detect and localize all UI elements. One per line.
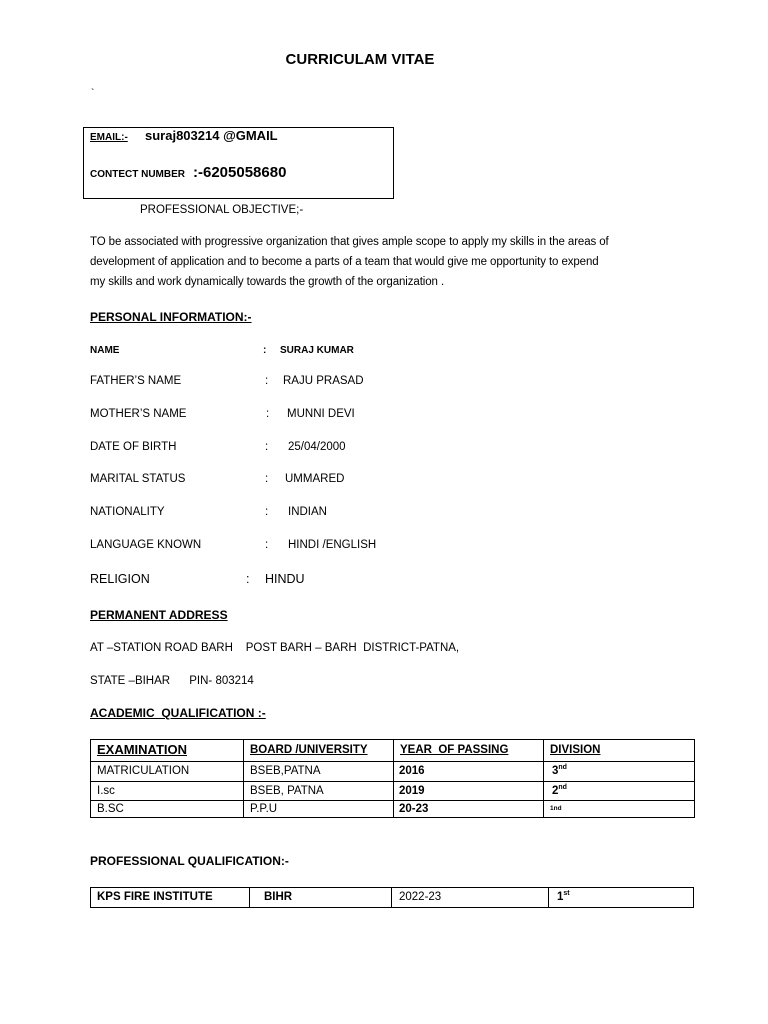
field-value: UMMARED	[285, 473, 345, 485]
header-cell	[91, 740, 244, 762]
field-label: MARITAL STATUS	[90, 473, 186, 485]
division-suffix: 1nd	[550, 805, 562, 812]
division-suffix: nd	[558, 764, 567, 772]
cell-place: BIHR	[250, 888, 392, 908]
phone-label: CONTECT NUMBER	[90, 169, 185, 180]
phone-value: :-6205058680	[193, 164, 287, 181]
division-number: 2	[552, 784, 559, 797]
document-title: CURRICULAM VITAE	[285, 51, 435, 68]
cell-division	[549, 888, 694, 908]
column-header-year: YEAR OF PASSING	[400, 744, 509, 757]
column-header-examination: EXAMINATION	[97, 742, 188, 758]
field-separator: :	[265, 441, 269, 453]
field-label: LANGUAGE KNOWN	[90, 539, 202, 551]
field-separator: :	[265, 539, 269, 551]
field-separator: :	[265, 375, 269, 387]
email-value: suraj803214 @GMAIL	[145, 128, 278, 143]
field-separator: :	[265, 473, 269, 485]
field-label: MOTHER’S NAME	[90, 408, 187, 420]
stray-mark: `	[91, 88, 95, 99]
division-suffix: st	[563, 890, 570, 898]
field-separator: :	[266, 408, 270, 420]
field-value: RAJU PRASAD	[283, 375, 364, 387]
address-heading: PERMANENT ADDRESS	[90, 608, 228, 622]
professional-heading: PROFESSIONAL QUALIFICATION:-	[90, 854, 289, 868]
academic-heading: ACADEMIC QUALIFICATION :-	[90, 706, 266, 720]
field-label: FATHER’S NAME	[90, 375, 182, 387]
table-row	[91, 762, 695, 782]
objective-line: my skills and work dynamically towards the growth of the organization .	[90, 276, 445, 288]
personal-info-heading: PERSONAL INFORMATION:-	[90, 310, 252, 324]
contact-box	[83, 127, 394, 199]
field-label: RELIGION	[90, 572, 150, 586]
field-label: NAME	[90, 345, 120, 356]
cell-division	[544, 801, 695, 818]
field-label: NATIONALITY	[90, 506, 165, 518]
cell-board: BSEB, PATNA	[244, 782, 394, 801]
cell-division	[544, 782, 695, 801]
field-value: 25/04/2000	[288, 441, 346, 453]
cell-year: 2019	[394, 782, 544, 801]
address-line: STATE –BIHAR PIN- 803214	[90, 675, 254, 687]
field-separator: :	[263, 345, 267, 356]
table-row	[91, 782, 695, 801]
cell-board: BSEB,PATNA	[244, 762, 394, 782]
table-row	[91, 888, 694, 908]
cell-division	[544, 762, 695, 782]
professional-table	[90, 887, 694, 908]
objective-heading: PROFESSIONAL OBJECTIVE;-	[140, 204, 304, 216]
division-suffix: nd	[558, 783, 567, 791]
field-separator: :	[265, 506, 269, 518]
division-number: 3	[552, 765, 559, 778]
objective-line: development of application and to become a parts of a team that would give me opportunity to expend	[90, 256, 599, 268]
header-cell	[394, 740, 544, 762]
address-line: AT –STATION ROAD BARH POST BARH – BARH DISTRICT-PATNA,	[90, 642, 460, 654]
academic-table	[90, 739, 695, 818]
objective-line: TO be associated with progressive organization that gives ample scope to apply my skills in the areas of	[90, 236, 609, 248]
table-header-row	[91, 740, 695, 762]
cell-institute: KPS FIRE INSTITUTE	[91, 888, 250, 908]
column-header-board: BOARD /UNIVERSITY	[250, 744, 368, 757]
field-value: SURAJ KUMAR	[280, 345, 354, 356]
field-separator: :	[246, 572, 250, 586]
cell-examination: B.SC	[91, 801, 244, 818]
field-value: HINDI /ENGLISH	[288, 539, 377, 551]
column-header-division: DIVISION	[550, 744, 601, 757]
table-row	[91, 801, 695, 818]
field-label: DATE OF BIRTH	[90, 441, 177, 453]
cell-year: 2022-23	[392, 888, 549, 908]
cell-board: P.P.U	[244, 801, 394, 818]
field-value: HINDU	[265, 572, 305, 586]
cell-year: 2016	[394, 762, 544, 782]
cell-examination: MATRICULATION	[91, 762, 244, 782]
cell-examination: I.sc	[91, 782, 244, 801]
field-value: MUNNI DEVI	[287, 408, 355, 420]
cell-year: 20-23	[394, 801, 544, 818]
field-value: INDIAN	[288, 506, 327, 518]
email-label: EMAIL:-	[90, 132, 128, 143]
header-cell	[244, 740, 394, 762]
division-number: 1	[557, 891, 564, 904]
header-cell	[544, 740, 695, 762]
